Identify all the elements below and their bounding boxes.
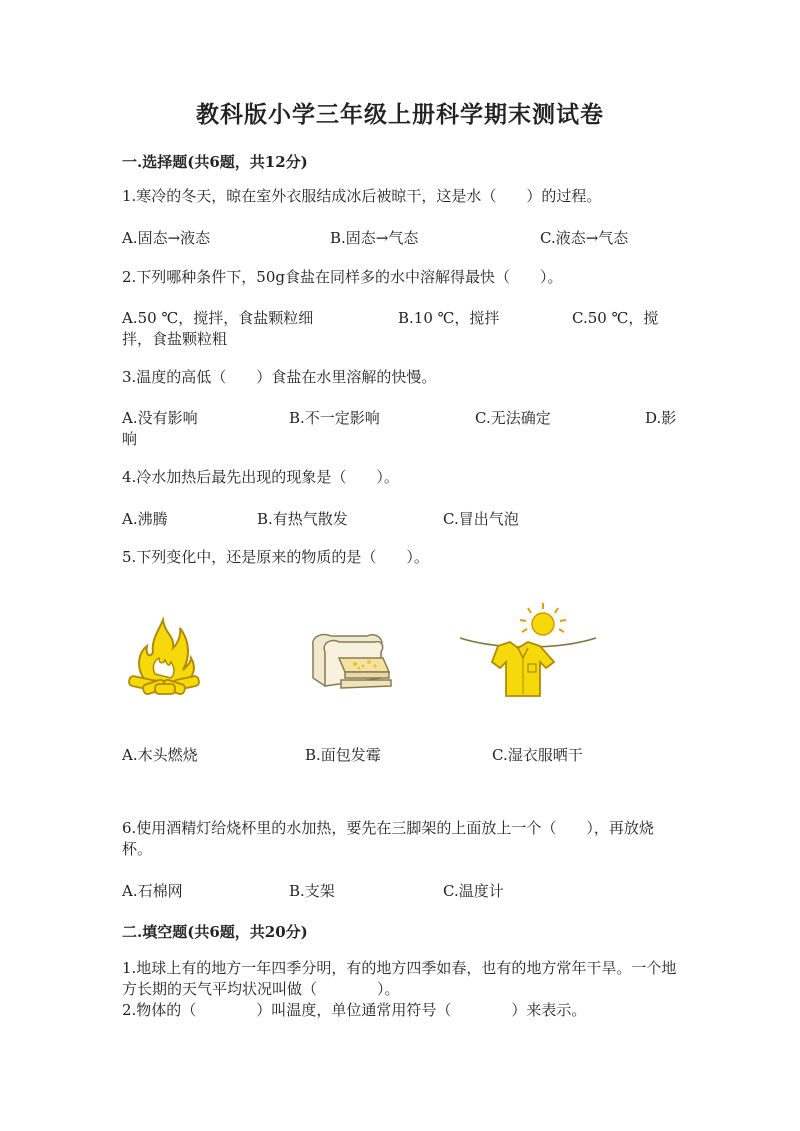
q3-option-b[interactable]: B.不一定影响 [289, 409, 380, 427]
bread-loaf-icon [305, 628, 395, 698]
q5-option-b[interactable]: B.面包发霉 [305, 746, 381, 764]
question-1: 1.寒冷的冬天，晾在室外衣服结成冰后被晾干，这是水（ ）的过程。 [122, 187, 602, 205]
q6-option-a[interactable]: A.石棉网 [122, 882, 183, 900]
question-6: 6.使用酒精灯给烧杯里的水加热，要先在三脚架的上面放上一个（ ），再放烧杯。 [122, 819, 654, 858]
section-heading-choice: 一.选择题(共6题，共12分) [122, 153, 308, 171]
q3-option-d[interactable]: D.影 [645, 409, 677, 427]
q3-option-a[interactable]: A.没有影响 [122, 409, 198, 427]
question-5: 5.下列变化中，还是原来的物质的是（ ）。 [122, 548, 429, 566]
question-4: 4.冷水加热后最先出现的现象是（ ）。 [122, 468, 399, 486]
section-heading-fill-blank: 二.填空题(共6题，共20分) [122, 923, 308, 941]
q4-option-c[interactable]: C.冒出气泡 [443, 510, 519, 528]
q2-option-c-continued: 拌，食盐颗粒粗 [122, 330, 228, 348]
campfire-icon [125, 612, 205, 697]
fill-blank-item-2: 2.物体的（ ）叫温度，单位通常用符号（ ）来表示。 [122, 1001, 587, 1019]
q4-option-b[interactable]: B.有热气散发 [257, 510, 348, 528]
q1-option-c[interactable]: C.液态→气态 [540, 229, 629, 247]
q1-option-a[interactable]: A.固态→液态 [122, 229, 211, 247]
question-3: 3.温度的高低（ ）食盐在水里溶解的快慢。 [122, 368, 437, 386]
q2-option-b[interactable]: B.10 ℃，搅拌 [398, 309, 500, 327]
page-title: 教科版小学三年级上册科学期末测试卷 [196, 101, 604, 128]
q6-option-b[interactable]: B.支架 [289, 882, 335, 900]
question-2: 2.下列哪种条件下，50g食盐在同样多的水中溶解得最快（ ）。 [122, 268, 563, 286]
fill-blank-item-1: 1.地球上有的地方一年四季分明，有的地方四季如春，也有的地方常年干旱。一个地方长期的天气平均状况叫做（ ）。 [122, 959, 677, 998]
q6-option-c[interactable]: C.温度计 [443, 882, 504, 900]
q5-option-c[interactable]: C.湿衣服晒干 [492, 746, 583, 764]
q2-option-c[interactable]: C.50 ℃，搅 [572, 309, 659, 327]
q4-option-a[interactable]: A.沸腾 [122, 510, 168, 528]
q2-option-a[interactable]: A.50 ℃，搅拌，食盐颗粒细 [122, 309, 314, 327]
q5-option-a[interactable]: A.木头燃烧 [122, 746, 198, 764]
q1-option-b[interactable]: B.固态→气态 [330, 229, 419, 247]
q3-option-d-continued: 响 [122, 430, 138, 448]
q3-option-c[interactable]: C.无法确定 [475, 409, 551, 427]
drying-shirt-icon [458, 600, 598, 702]
